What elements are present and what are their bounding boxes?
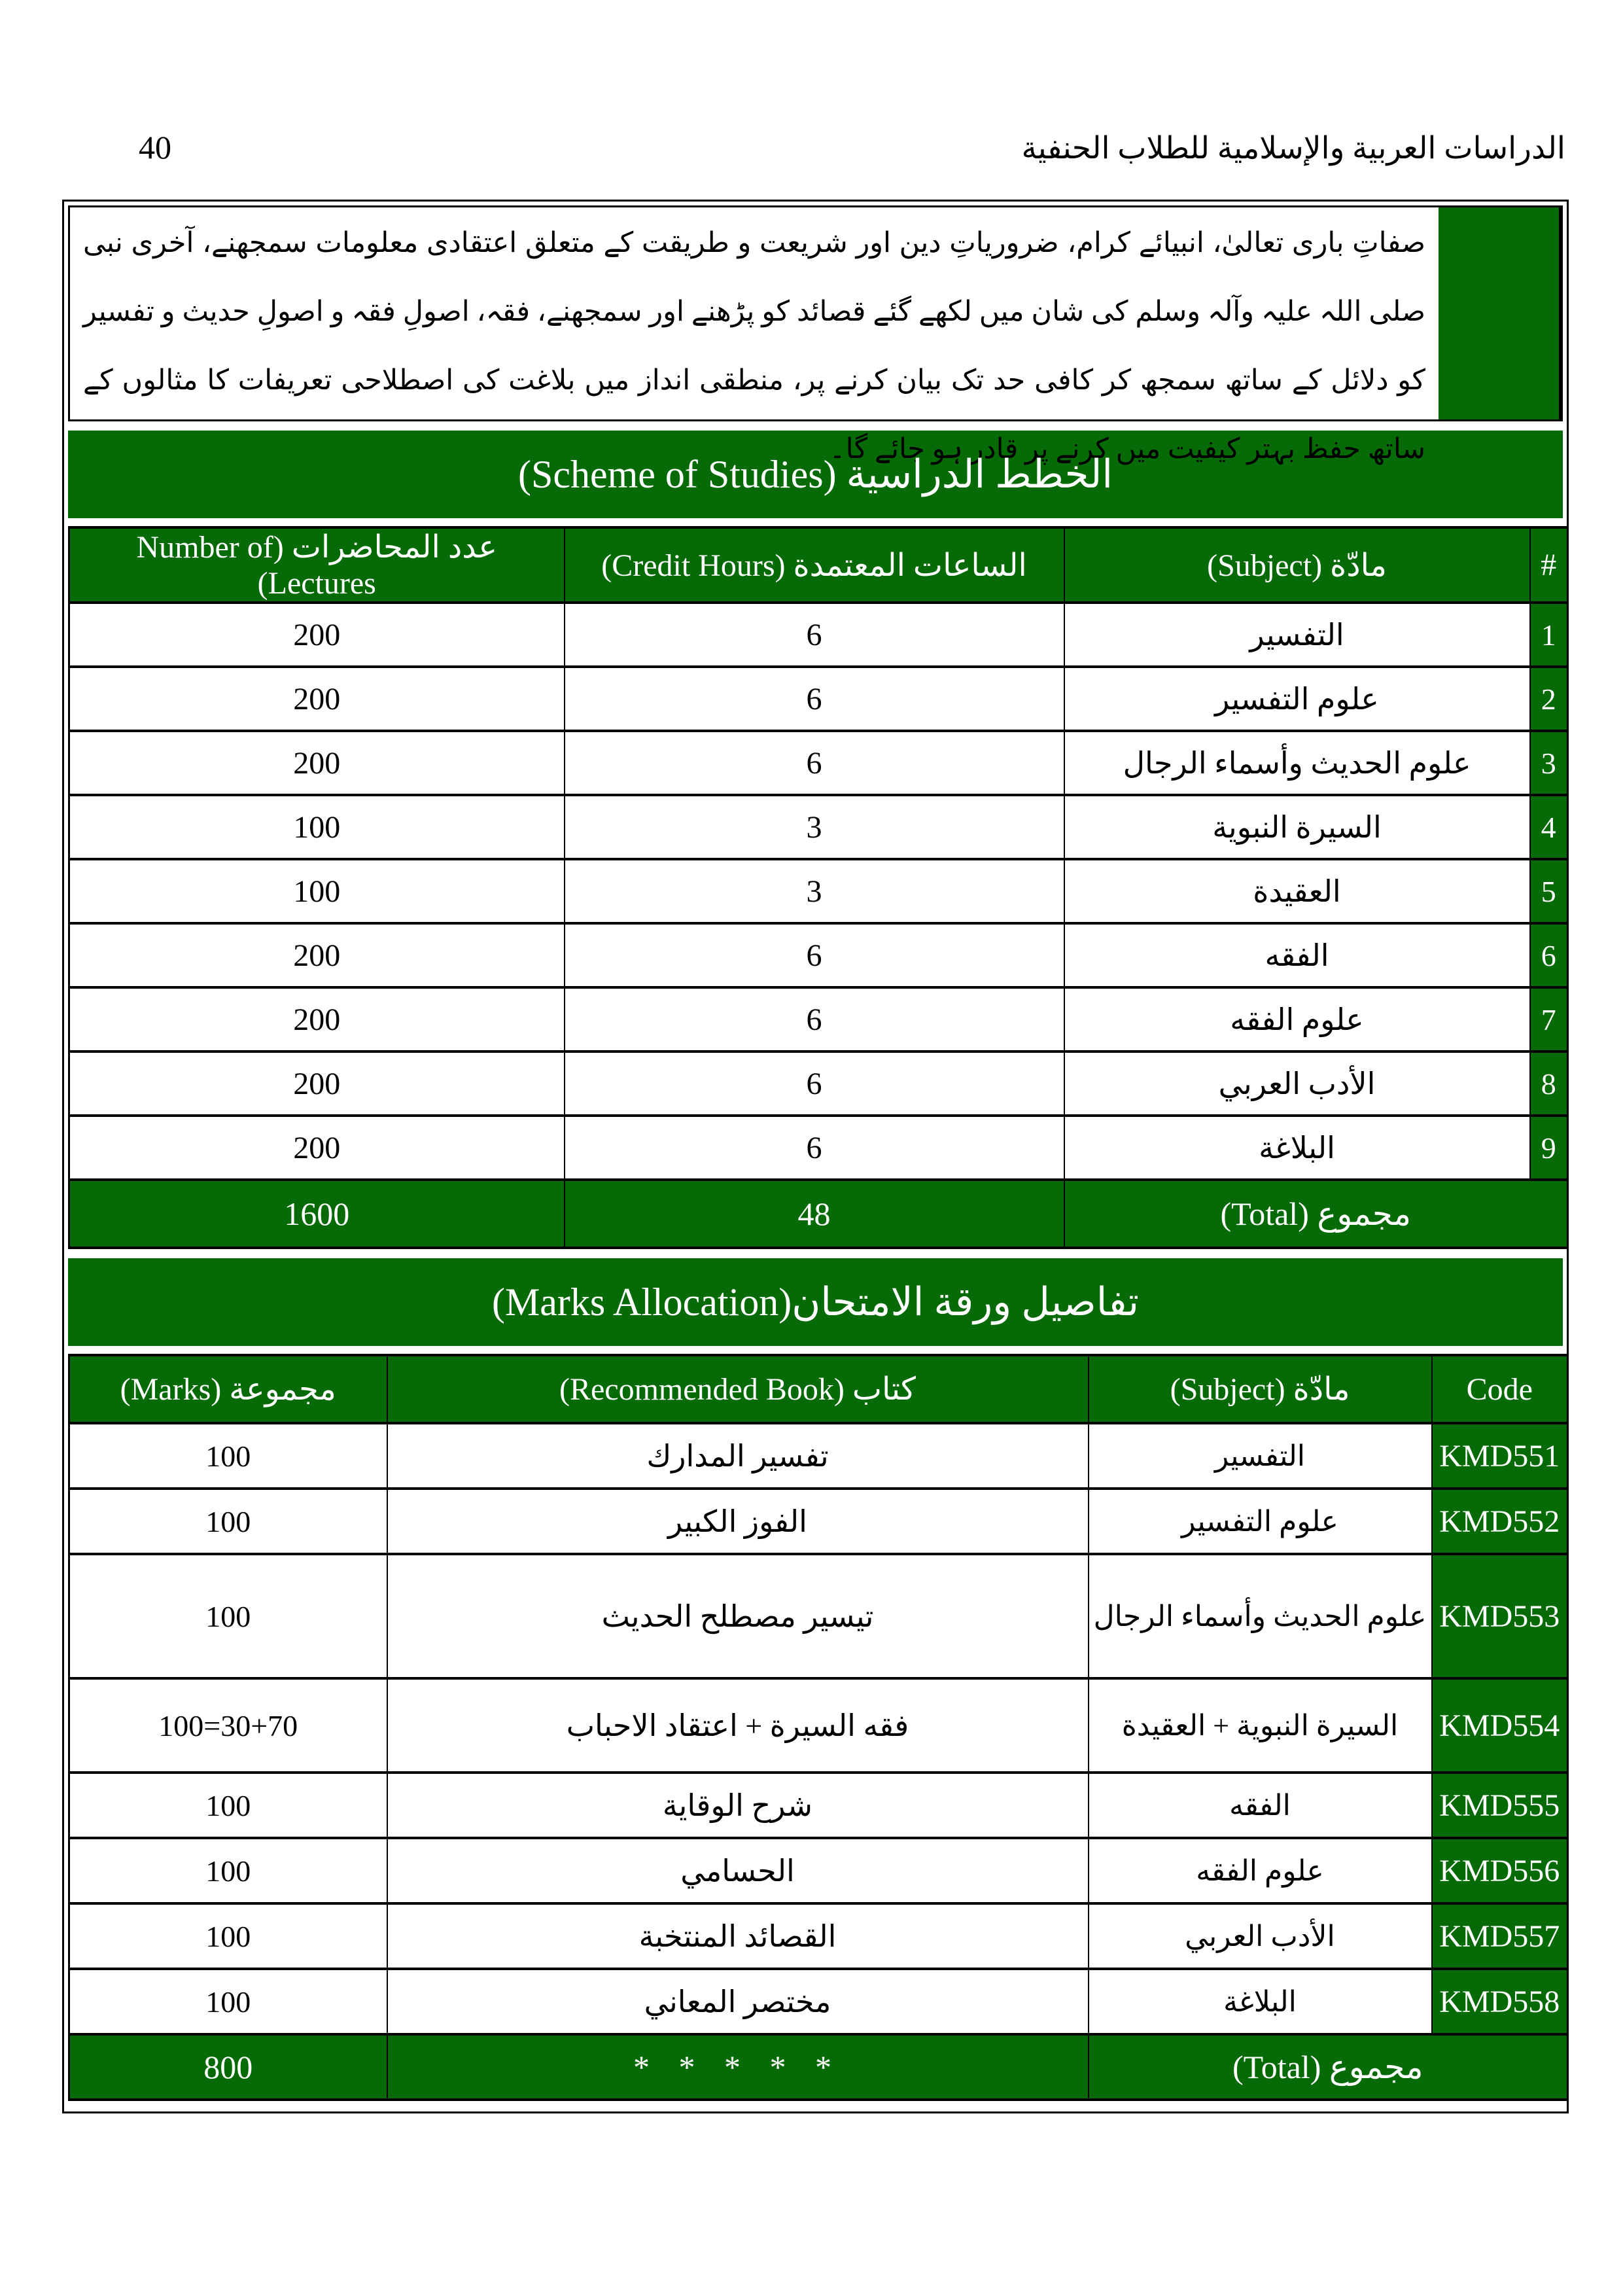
subject-cell: البلاغة xyxy=(1089,1969,1432,2034)
lectures-cell: 200 xyxy=(69,667,565,731)
subject-cell: علوم الحديث وأسماء الرجال xyxy=(1064,731,1530,795)
marks-cell: 100 xyxy=(69,1903,387,1969)
subject-cell: علوم الفقه xyxy=(1089,1838,1432,1903)
marks-total-row xyxy=(69,2034,1568,2100)
lectures-cell: 100 xyxy=(69,795,565,859)
content-frame xyxy=(62,200,1569,2113)
frame-top-rule xyxy=(64,200,1567,202)
subject-cell: الفقه xyxy=(1089,1773,1432,1838)
credit-hours-cell: 6 xyxy=(565,1051,1064,1116)
total-marks-cell: 800 xyxy=(69,2034,387,2100)
lectures-cell: 200 xyxy=(69,923,565,987)
table-row xyxy=(69,1423,1568,1489)
subject-cell: علوم التفسير xyxy=(1064,667,1530,731)
subject-cell: الأدب العربي xyxy=(1064,1051,1530,1116)
marks-cell: 100 xyxy=(69,1423,387,1489)
subject-cell: السيرة النبوية xyxy=(1064,795,1530,859)
marks-cell: 100 xyxy=(69,1969,387,2034)
table-row xyxy=(69,603,1568,667)
col-header-subject: مادّة (Subject) xyxy=(1089,1355,1432,1423)
total-book-cell: * * * * * xyxy=(387,2034,1089,2100)
code-cell: KMD558 xyxy=(1432,1969,1568,2034)
row-number-cell: 1 xyxy=(1530,603,1568,667)
book-cell: شرح الوقاية xyxy=(387,1773,1089,1838)
page-number: 40 xyxy=(139,129,171,166)
code-cell: KMD557 xyxy=(1432,1903,1568,1969)
lectures-cell: 200 xyxy=(69,987,565,1051)
lectures-cell: 200 xyxy=(69,603,565,667)
marks-cell: 100 xyxy=(69,1838,387,1903)
credit-hours-cell: 6 xyxy=(565,603,1064,667)
table-row xyxy=(69,667,1568,731)
table-row xyxy=(69,1773,1568,1838)
scheme-section-title: الخطط الدراسية (Scheme of Studies) xyxy=(68,431,1563,518)
code-cell: KMD551 xyxy=(1432,1423,1568,1489)
subject-cell: البلاغة xyxy=(1064,1116,1530,1180)
total-lectures-cell: 1600 xyxy=(69,1180,565,1248)
credit-hours-cell: 6 xyxy=(565,987,1064,1051)
row-number-cell: 5 xyxy=(1530,859,1568,923)
intro-side-block xyxy=(1439,207,1561,419)
code-cell: KMD555 xyxy=(1432,1773,1568,1838)
book-cell: فقه السيرة + اعتقاد الاحباب xyxy=(387,1678,1089,1773)
table-row xyxy=(69,1051,1568,1116)
credit-hours-cell: 6 xyxy=(565,667,1064,731)
code-cell: KMD552 xyxy=(1432,1489,1568,1554)
table-row xyxy=(69,923,1568,987)
frame-bottom-rule xyxy=(64,2111,1567,2113)
book-cell: مختصر المعاني xyxy=(387,1969,1089,2034)
row-number-cell: 7 xyxy=(1530,987,1568,1051)
subject-cell: علوم الحديث وأسماء الرجال xyxy=(1089,1554,1432,1678)
marks-cell: 100 xyxy=(69,1554,387,1678)
credit-hours-cell: 6 xyxy=(565,731,1064,795)
table-row xyxy=(69,1903,1568,1969)
marks-header-row xyxy=(69,1355,1568,1423)
subject-cell: التفسير xyxy=(1089,1423,1432,1489)
row-number-cell: 8 xyxy=(1530,1051,1568,1116)
lectures-cell: 100 xyxy=(69,859,565,923)
intro-box xyxy=(68,205,1563,465)
lectures-cell: 200 xyxy=(69,1051,565,1116)
scheme-table xyxy=(68,526,1569,1249)
lectures-cell: 200 xyxy=(69,1116,565,1180)
table-row xyxy=(69,795,1568,859)
subject-cell: علوم الفقه xyxy=(1064,987,1530,1051)
scheme-header-row xyxy=(69,527,1568,603)
subject-cell: العقيدة xyxy=(1064,859,1530,923)
lectures-cell: 200 xyxy=(69,731,565,795)
row-number-cell: 9 xyxy=(1530,1116,1568,1180)
col-header-credit: الساعات المعتمدة (Credit Hours) xyxy=(565,527,1064,603)
row-number-cell: 3 xyxy=(1530,731,1568,795)
table-row xyxy=(69,1678,1568,1773)
table-row xyxy=(69,1969,1568,2034)
credit-hours-cell: 3 xyxy=(565,859,1064,923)
subject-cell: الفقه xyxy=(1064,923,1530,987)
book-cell: تيسير مصطلح الحديث xyxy=(387,1554,1089,1678)
marks-cell: 100 xyxy=(69,1773,387,1838)
table-row xyxy=(69,1554,1568,1678)
page-title: الدراسات العربية والإسلامية للطلاب الحنفية xyxy=(1021,132,1565,166)
row-number-cell: 4 xyxy=(1530,795,1568,859)
code-cell: KMD553 xyxy=(1432,1554,1568,1678)
table-row xyxy=(69,731,1568,795)
subject-cell: السيرة النبوية + العقيدة xyxy=(1089,1678,1432,1773)
total-label-cell: مجموع (Total) xyxy=(1064,1180,1568,1248)
subject-cell: علوم التفسير xyxy=(1089,1489,1432,1554)
subject-cell: التفسير xyxy=(1064,603,1530,667)
credit-hours-cell: 6 xyxy=(565,923,1064,987)
col-header-subject: مادّة (Subject) xyxy=(1064,527,1530,603)
book-cell: الحسامي xyxy=(387,1838,1089,1903)
code-cell: KMD554 xyxy=(1432,1678,1568,1773)
col-header-marks: مجموعة (Marks) xyxy=(69,1355,387,1423)
credit-hours-cell: 6 xyxy=(565,1116,1064,1180)
table-row xyxy=(69,987,1568,1051)
marks-cell: 100 xyxy=(69,1489,387,1554)
subject-cell: الأدب العربي xyxy=(1089,1903,1432,1969)
total-credit-cell: 48 xyxy=(565,1180,1064,1248)
marks-cell: 100=30+70 xyxy=(69,1678,387,1773)
code-cell: KMD556 xyxy=(1432,1838,1568,1903)
table-row xyxy=(69,1116,1568,1180)
scheme-total-row xyxy=(69,1180,1568,1248)
marks-table xyxy=(68,1354,1569,2101)
col-header-book: كتاب (Recommended Book) xyxy=(387,1355,1089,1423)
table-row xyxy=(69,1489,1568,1554)
book-cell: القصائد المنتخبة xyxy=(387,1903,1089,1969)
marks-section-title: تفاصيل ورقة الامتحان(Marks Allocation) xyxy=(68,1258,1563,1346)
row-number-cell: 6 xyxy=(1530,923,1568,987)
col-header-num: # xyxy=(1530,527,1568,603)
intro-paragraph: صفاتِ باری تعالیٰ، انبیائے کرام، ضروریاتِ دین اور شریعت و طریقت کے متعلق اعتقادی معلومات سمجھنے، آخری نبی صلی اللہ علیہ وآلہ وسلم کی شان میں لکھے گئے قصائد کو پڑھنے اور سمجھنے، فقہ، اصولِ فقہ و اصولِ حدیث و تفسیر کو دلائل کے ساتھ سمجھ کر کافی حد تک بیان کرنے پر، منطقی انداز میں بلاغت کی اصطلاحی تعریفات کا مثالوں کے ساتھ حفظ بہتر کیفیت میں کرنے پر قادر ہو جائے گا۔ xyxy=(83,228,1425,465)
total-label-cell: مجموع (Total) xyxy=(1089,2034,1568,2100)
row-number-cell: 2 xyxy=(1530,667,1568,731)
book-cell: الفوز الكبير xyxy=(387,1489,1089,1554)
col-header-lectures: عدد المحاضرات (Number of Lectures) xyxy=(69,527,565,603)
col-header-code: Code xyxy=(1432,1355,1568,1423)
page-header xyxy=(139,128,1565,166)
table-row xyxy=(69,859,1568,923)
table-row xyxy=(69,1838,1568,1903)
credit-hours-cell: 3 xyxy=(565,795,1064,859)
book-cell: تفسير المدارك xyxy=(387,1423,1089,1489)
